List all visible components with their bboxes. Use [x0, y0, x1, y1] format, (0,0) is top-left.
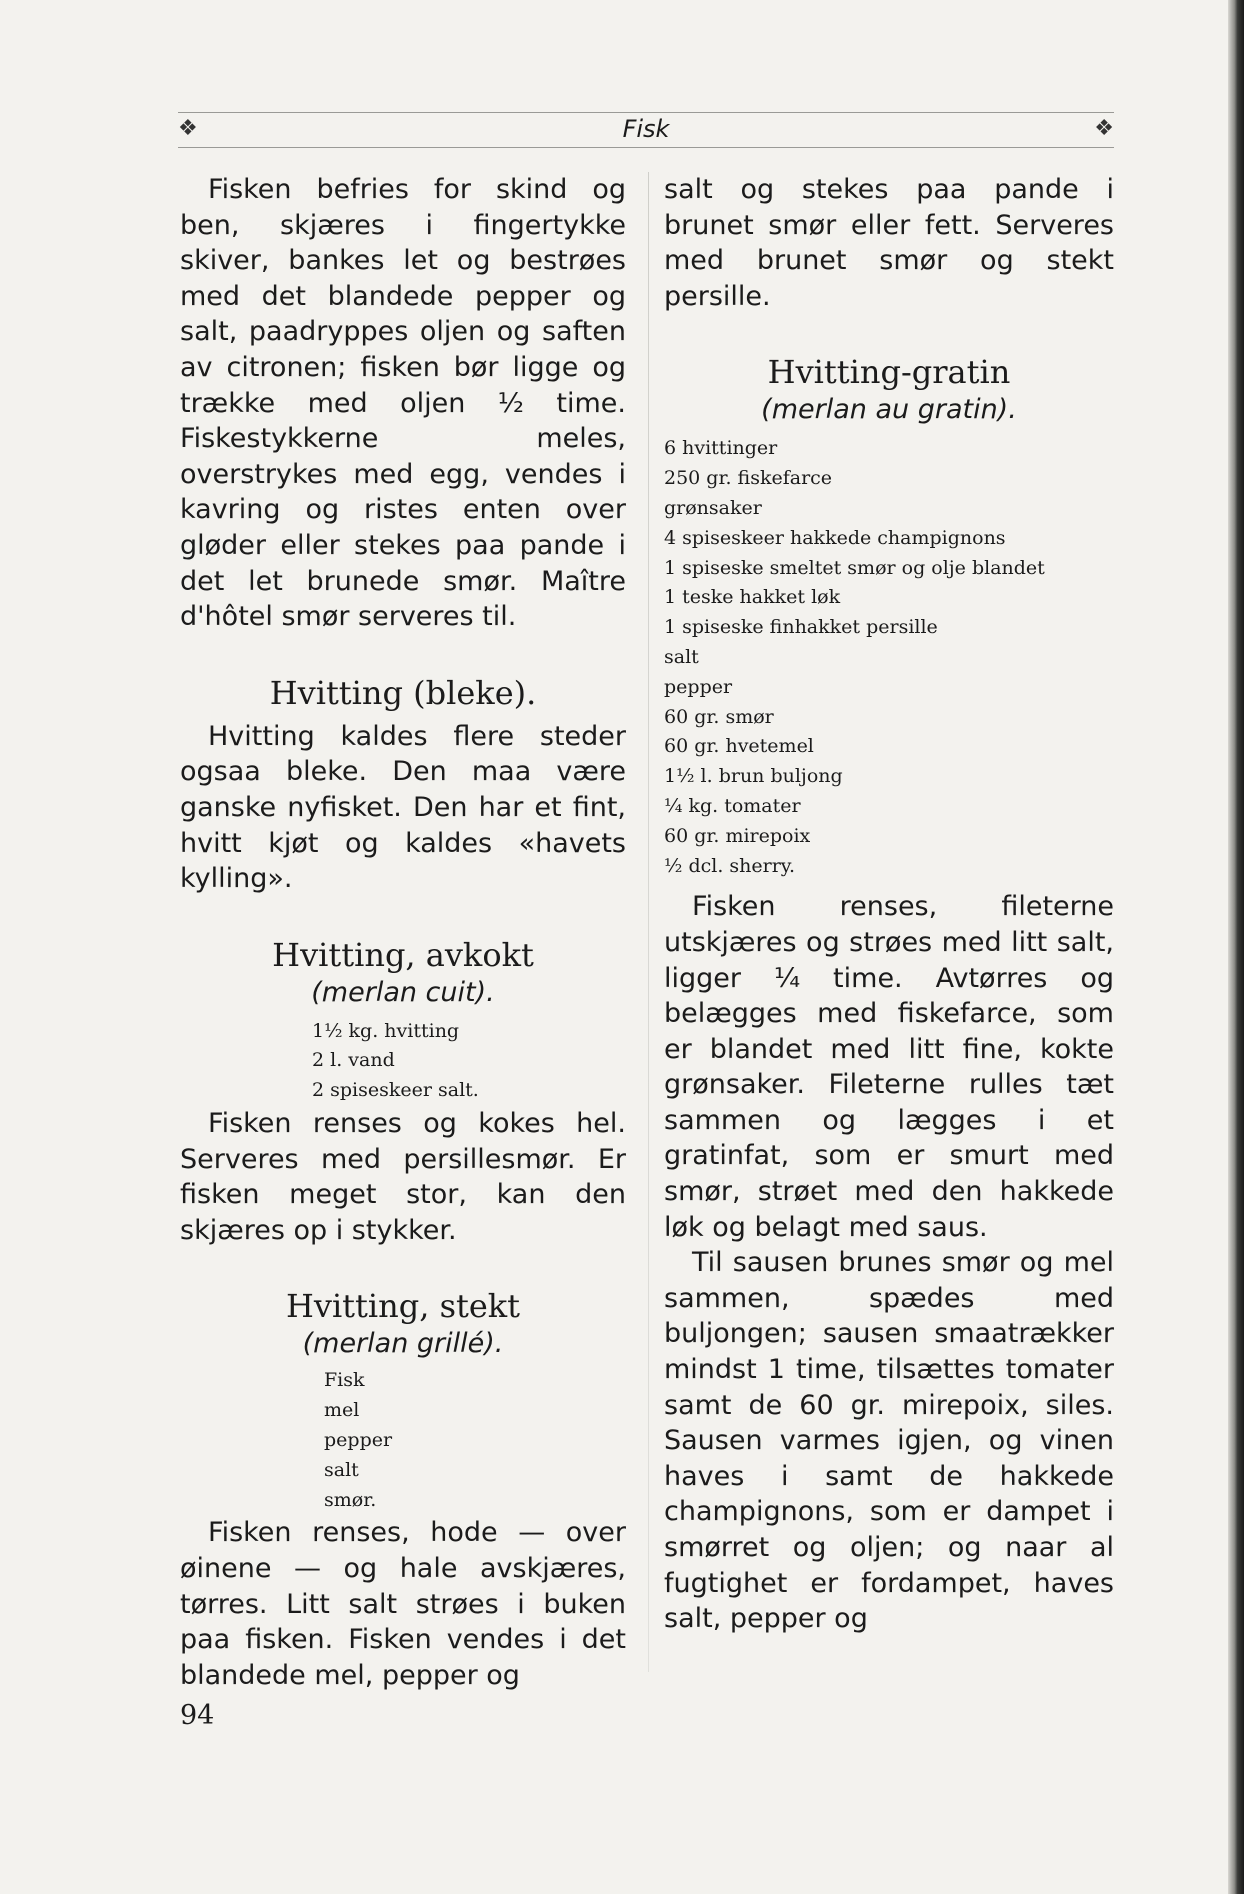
recipe-title-gratin: Hvitting-gratin: [767, 353, 1011, 392]
ingredient-item: 60 gr. smør: [664, 705, 774, 728]
intro-paragraph: Fisken befries for skind og ben, skjæres i fingertykke skiver, bankes let og bestrøes med det blandede pepper og salt, paadryppes oljen og saften av citronen; fisken bør ligge og trække med oljen ½ time. Fiskestykkerne meles, overstrykes med egg, vendes i kavring og ristes enten over gløder eller stekes paa pande i det let brunede smør. Maître d'hôtel smør serveres til.: [180, 174, 626, 633]
ingredient-item: 4 spiseskeer hakkede champignons: [664, 526, 1006, 549]
ingredient-item: 1½ l. brun buljong: [664, 765, 843, 788]
ingredient-item: 2 l. vand: [312, 1049, 395, 1072]
left-column: [180, 172, 626, 1693]
ingredient-item: ½ dcl. sherry.: [664, 854, 796, 877]
ingredient-list-gratin: [664, 434, 1114, 881]
recipe-subtitle-stekt: (merlan grillé).: [302, 1328, 504, 1360]
running-header: [178, 112, 1114, 148]
recipe-text-gratin-1: Fisken renses, fileterne utskjæres og strøes med litt salt, ligger ¼ time. Avtørres og belægges med fiskefarce, som er blandet med litt fine, kokte grønsaker. Fileterne rulles tæt sammen og lægges i et gratinfat, som er smurt med smør, strøet med den hakkede løk og belagt med saus.: [664, 891, 1114, 1243]
recipe-title-bleke: Hvitting (bleke).: [269, 673, 537, 712]
recipe-title-avkokt: Hvitting, avkokt: [272, 935, 534, 974]
ingredient-item: mel: [324, 1399, 360, 1422]
ingredient-item: 60 gr. mirepoix: [664, 824, 811, 847]
recipe-title-stekt: Hvitting, stekt: [285, 1287, 521, 1326]
ingredient-item: grønsaker: [664, 496, 762, 519]
ingredient-list-stekt: [324, 1366, 626, 1515]
ingredient-item: 1 spiseske smeltet smør og olje blandet: [664, 556, 1045, 579]
recipe-text-avkokt: Fisken renses og kokes hel. Serveres med persillesmør. Er fisken meget stor, kan den skjæres op i stykker.: [180, 1108, 626, 1246]
ingredient-list-avkokt: [312, 1017, 626, 1106]
ingredient-item: Fisk: [324, 1369, 365, 1392]
ingredient-item: 1 spiseske finhakket persille: [664, 616, 938, 639]
ingredient-item: salt: [664, 645, 699, 668]
recipe-text-bleke: Hvitting kaldes flere steder ogsaa bleke. Den maa være ganske nyfisket. Den har et fint, hvitt kjøt og kaldes «havets kylling».: [180, 720, 626, 895]
ingredient-item: 60 gr. hvetemel: [664, 735, 814, 758]
ingredient-item: ¼ kg. tomater: [664, 794, 801, 817]
ingredient-item: 6 hvittinger: [664, 437, 778, 460]
page-number: 94: [180, 1700, 215, 1731]
ingredient-item: 1 teske hakket løk: [664, 586, 841, 609]
ingredient-item: smør.: [324, 1488, 377, 1511]
recipe-text-stekt: Fisken renses, hode — over øinene — og hale avskjæres, tørres. Litt salt strøes i buken paa fisken. Fisken vendes i det blandede mel, pepper og: [180, 1517, 626, 1691]
page-edge: [1228, 0, 1244, 1894]
recipe-text-gratin-2: Til sausen brunes smør og mel sammen, spædes med buljongen; sausen smaatrækker mindst 1 time, tilsættes tomater samt de 60 gr. mirepoix, siles. Sausen varmes igjen, og vinen haves i samt de hakkede champignons, som er dampet i smørret og oljen; og naar al fugtighet er fordampet, haves salt, pepper og: [664, 1247, 1114, 1635]
recipe-subtitle-avkokt: (merlan cuit).: [311, 976, 495, 1008]
ingredient-item: 2 spiseskeer salt.: [312, 1079, 479, 1102]
column-divider: [648, 172, 649, 1672]
ingredient-item: 1½ kg. hvitting: [312, 1019, 460, 1042]
recipe-subtitle-gratin: (merlan au gratin).: [761, 394, 1017, 426]
continued-paragraph: salt og stekes paa pande i brunet smør eller fett. Serveres med brunet smør og stekt persille.: [664, 174, 1114, 312]
ingredient-item: salt: [324, 1458, 359, 1481]
ornament-right-icon: ❖: [1094, 115, 1114, 140]
ingredient-item: pepper: [324, 1429, 393, 1452]
ingredient-item: 250 gr. fiskefarce: [664, 467, 833, 490]
right-column: [664, 172, 1114, 1637]
running-title: Fisk: [622, 115, 670, 143]
ornament-left-icon: ❖: [178, 115, 198, 140]
ingredient-item: pepper: [664, 675, 733, 698]
